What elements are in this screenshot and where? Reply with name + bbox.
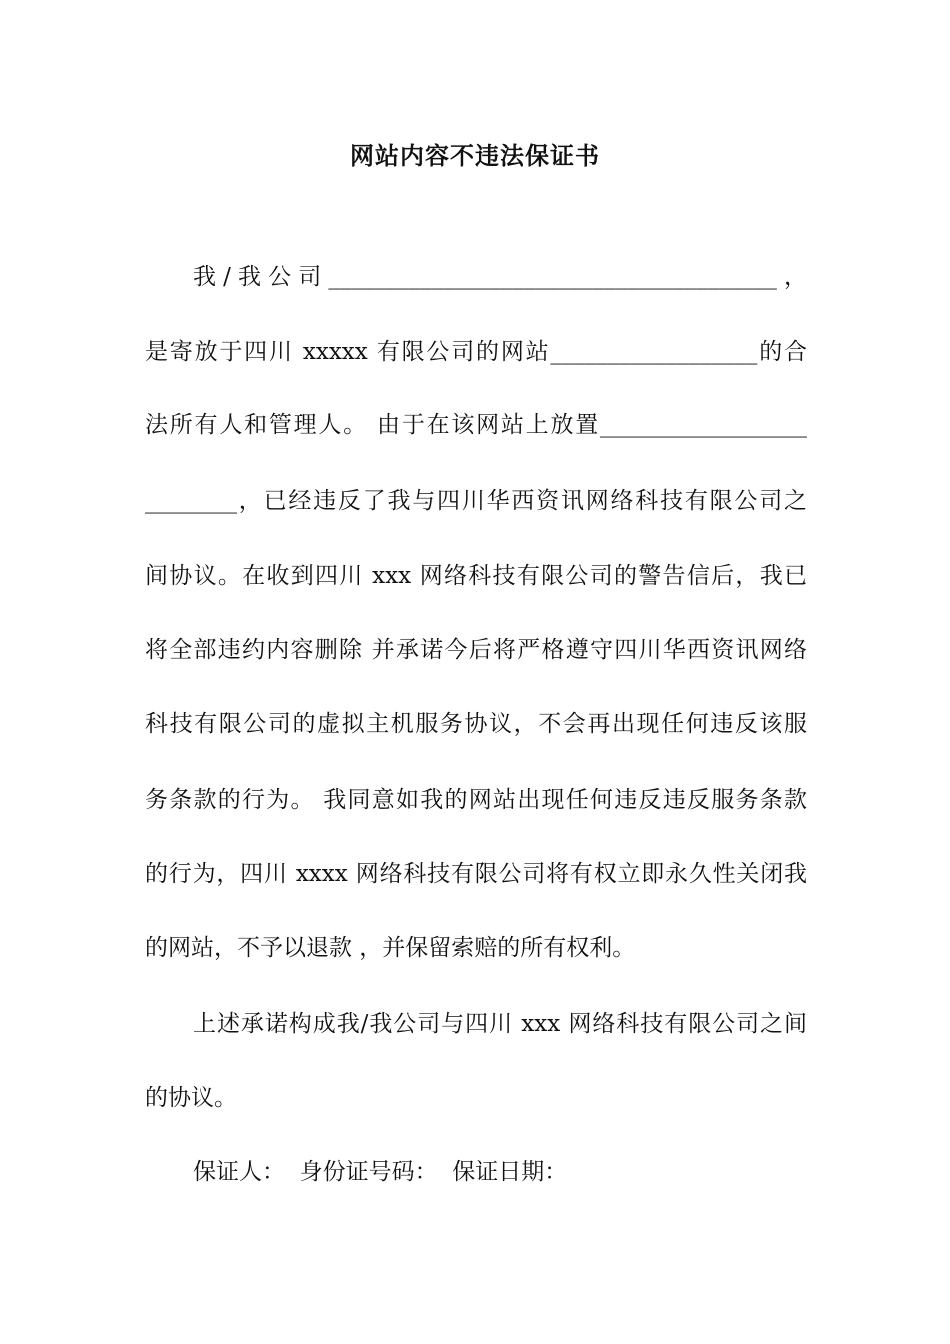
commitment-line-1: 上述承诺构成我/我公司与四川 xxx 网络科技有限公司之间 xyxy=(193,1011,807,1037)
paragraph-line-3: 法所有人和管理人。 由于在该网站上放置__________________ xyxy=(145,412,807,438)
paragraph-line-9: 的行为，四川 xxxx 网络科技有限公司将有权立即永久性关闭我 xyxy=(145,861,807,887)
paragraph-line-2: 是寄放于四川 xxxxx 有限公司的网站__________________的合 xyxy=(145,339,807,365)
paragraph-line-1: 我/我公司_______________________________________， xyxy=(193,264,807,290)
document-title: 网站内容不违法保证书 xyxy=(350,141,600,170)
signature-line: 保证人： 身份证号码： 保证日期： xyxy=(193,1159,568,1185)
paragraph-line-4: ________，已经违反了我与四川华西资讯网络科技有限公司之 xyxy=(145,488,807,514)
paragraph-line-7: 科技有限公司的虚拟主机服务协议，不会再出现任何违反该服 xyxy=(145,711,807,737)
commitment-line-2: 的协议。 xyxy=(145,1085,237,1111)
paragraph-line-10: 的网站，不予以退款 ，并保留索赔的所有权利。 xyxy=(145,935,636,961)
paragraph-line-8: 务条款的行为。 我同意如我的网站出现任何违反违反服务条款 xyxy=(145,787,807,813)
paragraph-line-5: 间协议。在收到四川 xxx 网络科技有限公司的警告信后，我已 xyxy=(145,563,807,589)
paragraph-line-6: 将全部违约内容删除 并承诺今后将严格遵守四川华西资讯网络 xyxy=(145,637,807,663)
